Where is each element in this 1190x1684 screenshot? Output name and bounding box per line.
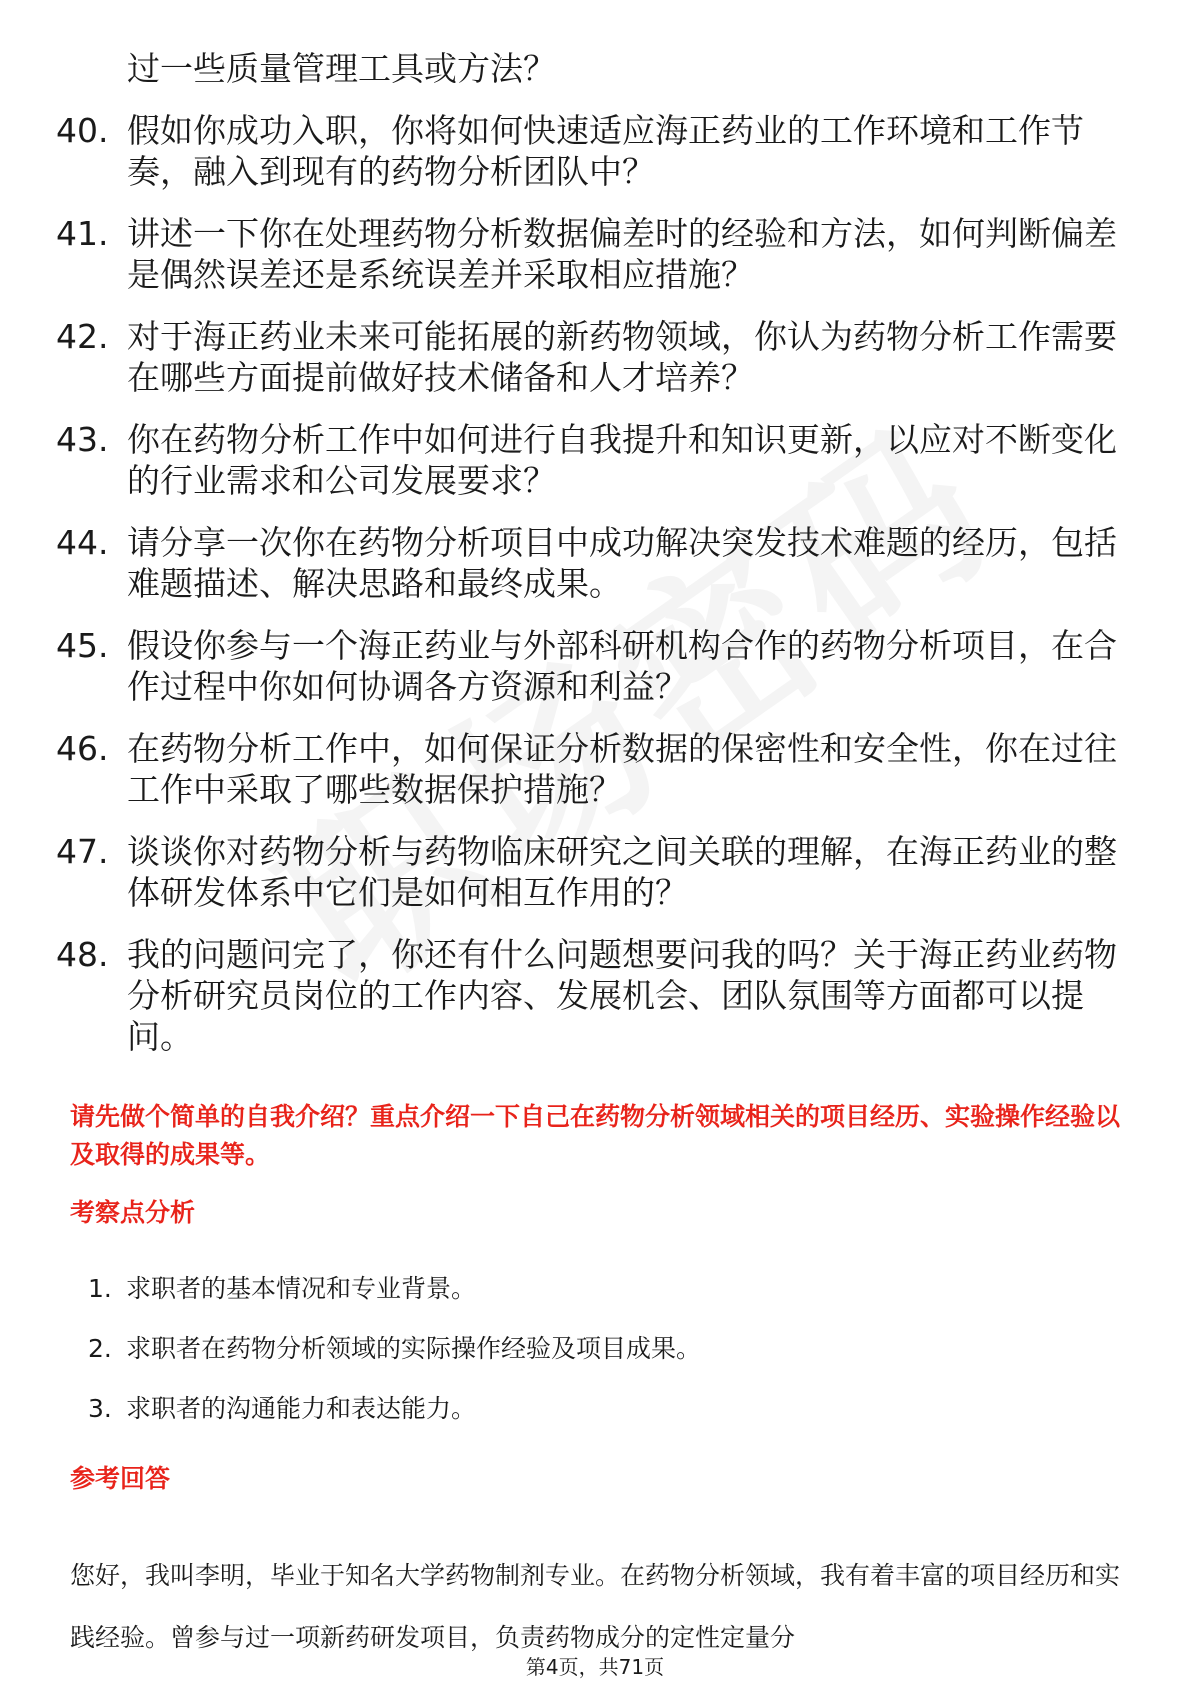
question-number: 47. <box>56 832 109 871</box>
question-text: 你在药物分析工作中如何进行自我提升和知识更新，以应对不断变化的行业需求和公司发展要求？ <box>127 420 1117 500</box>
question-item <box>0 522 1190 604</box>
question-item <box>0 110 1190 192</box>
question-text: 在药物分析工作中，如何保证分析数据的保密性和安全性，你在过往工作中采取了哪些数据保护措施？ <box>127 729 1117 809</box>
question-number: 43. <box>56 420 109 459</box>
question-item <box>0 48 1190 89</box>
question-item <box>0 728 1190 810</box>
analysis-point <box>0 1272 1190 1332</box>
question-item <box>0 934 1190 1057</box>
question-number: 48. <box>56 935 109 974</box>
point-text: 求职者的基本情况和专业背景。 <box>126 1274 477 1303</box>
question-item <box>0 625 1190 707</box>
question-text: 讲述一下你在处理药物分析数据偏差时的经验和方法，如何判断偏差是偶然误差还是系统误差并采取相应措施？ <box>127 214 1117 294</box>
question-text: 过一些质量管理工具或方法？ <box>127 49 556 88</box>
question-number: 46. <box>56 729 109 768</box>
point-number: 1. <box>88 1274 112 1303</box>
page-footer: 第4页，共71页 <box>525 1655 665 1679</box>
point-text: 求职者在药物分析领域的实际操作经验及项目成果。 <box>126 1334 702 1363</box>
analysis-point <box>0 1392 1190 1452</box>
highlight-question: 请先做个简单的自我介绍？重点介绍一下自己在药物分析领域相关的项目经历、实验操作经验以及取得的成果等。 <box>70 1102 1121 1169</box>
analysis-title: 考察点分析 <box>70 1198 196 1227</box>
question-number: 45. <box>56 626 109 665</box>
question-text: 对于海正药业未来可能拓展的新药物领域，你认为药物分析工作需要在哪些方面提前做好技术储备和人才培养？ <box>127 317 1117 397</box>
question-text: 谈谈你对药物分析与药物临床研究之间关联的理解，在海正药业的整体研发体系中它们是如何相互作用的？ <box>127 832 1117 912</box>
answer-title: 参考回答 <box>70 1464 171 1493</box>
question-item <box>0 831 1190 913</box>
question-item <box>0 213 1190 295</box>
question-item <box>0 419 1190 501</box>
point-number: 3. <box>88 1394 112 1423</box>
question-number: 44. <box>56 523 109 562</box>
question-number: 41. <box>56 214 109 253</box>
question-text: 假如你成功入职，你将如何快速适应海正药业的工作环境和工作节奏，融入到现有的药物分析团队中？ <box>127 111 1084 191</box>
analysis-point <box>0 1332 1190 1392</box>
question-text: 请分享一次你在药物分析项目中成功解决突发技术难题的经历，包括难题描述、解决思路和最终成果。 <box>127 523 1117 603</box>
analysis-points <box>0 1272 1190 1452</box>
point-text: 求职者的沟通能力和表达能力。 <box>126 1394 477 1423</box>
question-number: 40. <box>56 111 109 150</box>
point-number: 2. <box>88 1334 112 1363</box>
question-text: 我的问题问完了，你还有什么问题想要问我的吗？关于海正药业药物分析研究员岗位的工作内容、发展机会、团队氛围等方面都可以提问。 <box>127 935 1117 1056</box>
question-item <box>0 316 1190 398</box>
answer-text: 您好，我叫李明，毕业于知名大学药物制剂专业。在药物分析领域，我有着丰富的项目经历和实践经验。曾参与过一项新药研发项目，负责药物成分的定性定量分 <box>70 1561 1121 1652</box>
question-list <box>0 48 1190 1078</box>
question-text: 假设你参与一个海正药业与外部科研机构合作的药物分析项目，在合作过程中你如何协调各方资源和利益？ <box>127 626 1117 706</box>
question-number: 42. <box>56 317 109 356</box>
